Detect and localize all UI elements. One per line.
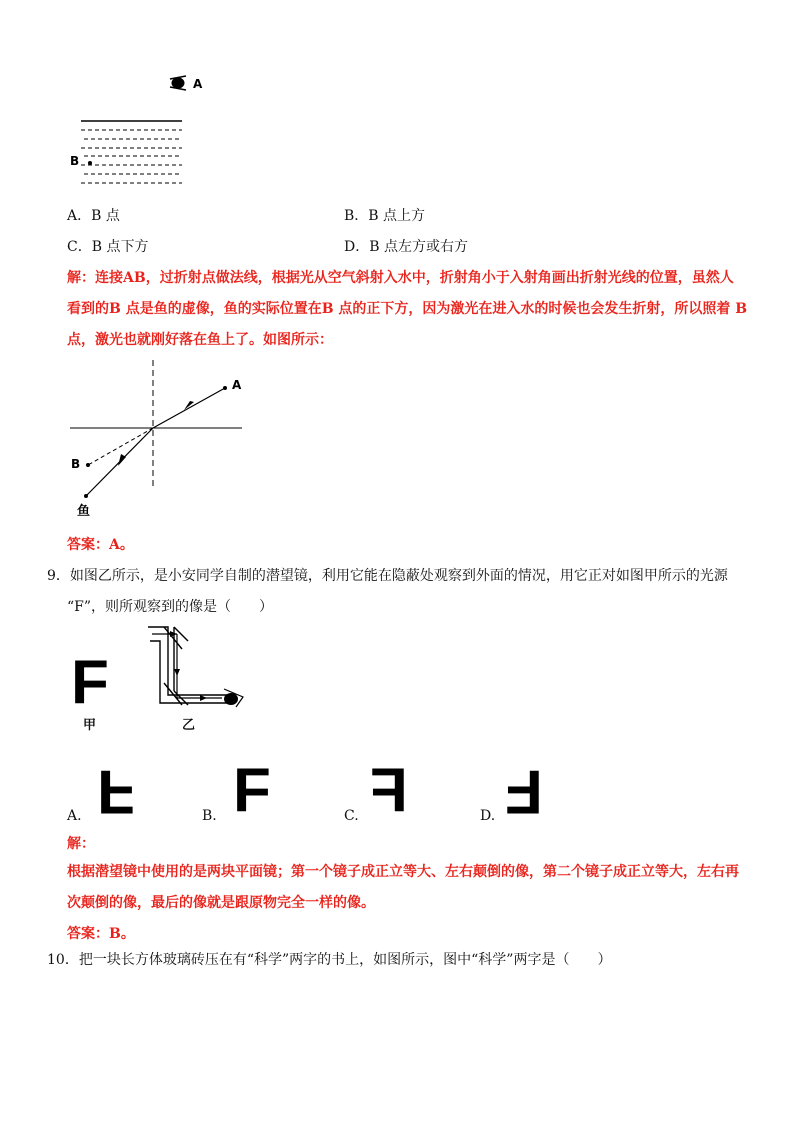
option-c[interactable]: C．B 点下方 xyxy=(67,239,149,255)
fish-label: 鱼 xyxy=(77,504,91,519)
solution-line-3: 点，激光也就刚好落在鱼上了。如图所示： xyxy=(67,332,333,348)
q9-line-2: “F”，则所观察到的像是（ ） xyxy=(67,599,274,615)
figure-jia-label: 甲 xyxy=(83,718,97,733)
solution-line-2: 看到的B 点是鱼的虚像，鱼的实际位置在B 点的正下方，因为激光在进入水的时候也会发生折射，所以照着 B xyxy=(67,301,748,317)
water-lines xyxy=(81,130,182,183)
eye-icon xyxy=(224,689,243,707)
source-letter-f: F xyxy=(71,648,109,717)
q9-answer: 答案：B。 xyxy=(67,926,135,942)
solution-line-1: 解：连接AB，过折射点做法线，根据光从空气斜射入水中，折射角小于入射角画出折射光线的位置，虽然人 xyxy=(67,270,734,286)
q9-solution-line-1: 根据潜望镜中使用的是两块平面镜；第一个镜子成正立等大、左右颠倒的像，第二个镜子成正立等大，左右再 xyxy=(67,864,739,880)
q9-line-1: 9．如图乙所示，是小安同学自制的潜望镜，利用它能在隐蔽处观察到外面的情况，用它正对如图甲所示的光源 xyxy=(47,568,728,584)
periscope-diagram xyxy=(140,625,250,710)
q9-option-a-label[interactable]: A. xyxy=(67,808,82,824)
option-a[interactable]: A．B 点 xyxy=(67,208,120,224)
q10-line-1: 10．把一块长方体玻璃砖压在有“科学”两字的书上，如图所示，图中“科学”两字是（ ） xyxy=(47,952,612,968)
fish-point xyxy=(84,494,88,498)
option-d[interactable]: D．B 点左方或右方 xyxy=(344,239,468,255)
q9-option-c-image[interactable]: F xyxy=(370,756,408,825)
q9-option-d-label[interactable]: D. xyxy=(480,808,496,824)
q9-option-b-label[interactable]: B. xyxy=(202,808,217,824)
point-a-label: A xyxy=(193,77,203,91)
q8-answer: 答案：A。 xyxy=(67,537,134,553)
point-a xyxy=(223,386,227,390)
light-ray xyxy=(152,631,222,701)
q9-option-a-image[interactable]: F xyxy=(97,757,135,826)
eye-icon xyxy=(170,76,186,90)
figure-refraction xyxy=(60,360,260,520)
q9-option-c-label[interactable]: C. xyxy=(344,808,359,824)
q9-option-b-image[interactable]: F xyxy=(233,756,271,825)
q9-solution-jie: 解： xyxy=(67,836,95,852)
q9-solution-line-2: 次颠倒的像，最后的像就是跟原物完全一样的像。 xyxy=(67,895,375,911)
point-b-label: B xyxy=(71,457,81,471)
point-a-label: A xyxy=(232,378,242,392)
point-b-label: B xyxy=(70,154,80,168)
incident-ray xyxy=(153,388,225,428)
point-b xyxy=(86,463,90,467)
figure-yi-label: 乙 xyxy=(182,718,196,733)
figure-eye-water xyxy=(60,70,220,195)
q9-option-d-image[interactable]: F xyxy=(505,757,543,826)
option-b[interactable]: B．B 点上方 xyxy=(344,208,426,224)
periscope-tube xyxy=(148,627,228,705)
point-b xyxy=(88,161,92,165)
